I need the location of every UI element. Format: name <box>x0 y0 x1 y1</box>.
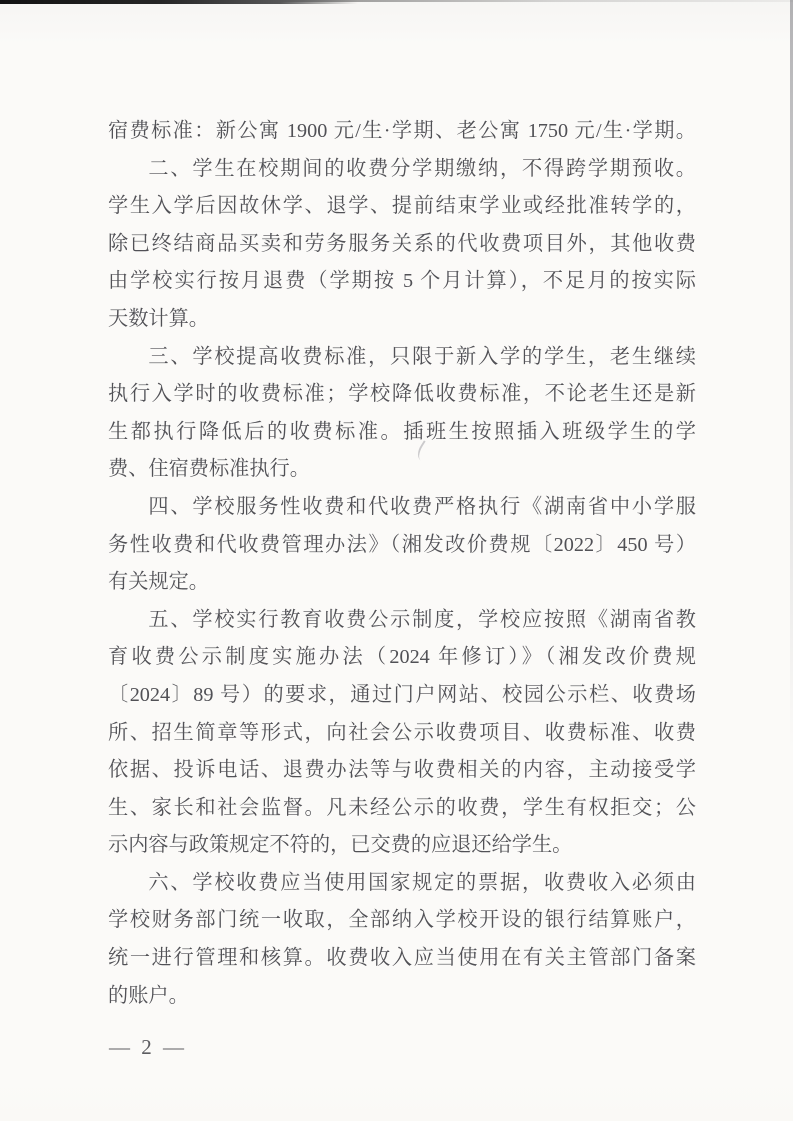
scan-edge-top-left-artifact <box>0 0 358 4</box>
text-line: 务性收费和代收费管理办法》（湘发改价费规〔2022〕450 号） <box>108 533 696 556</box>
document-text <box>108 113 696 1015</box>
text-line: 学校财务部门统一收取，全部纳入学校开设的银行结算账户， <box>108 909 696 932</box>
text-line: 所、招生简章等形式，向社会公示收费项目、收费标准、收费 <box>108 721 696 744</box>
text-line: 执行入学时的收费标准；学校降低收费标准，不论老生还是新 <box>108 383 696 406</box>
text-line: 五、学校实行教育收费公示制度，学校应按照《湖南省教 <box>148 608 696 631</box>
text-line: 生、家长和社会监督。凡未经公示的收费，学生有权拒交；公 <box>108 796 696 819</box>
text-line: 三、学校提高收费标准，只限于新入学的学生，老生继续 <box>148 345 696 368</box>
text-line: 〔2024〕89 号）的要求，通过门户网站、校园公示栏、收费场 <box>108 683 696 706</box>
text-line: 二、学生在校期间的收费分学期缴纳，不得跨学期预收。 <box>148 157 696 180</box>
text-line: 由学校实行按月退费（学期按 5 个月计算），不足月的按实际 <box>108 270 696 293</box>
text-line: 生都执行降低后的收费标准。插班生按照插入班级学生的学 <box>108 420 696 443</box>
text-line: 育收费公示制度实施办法（2024 年修订）》（湘发改价费规 <box>108 646 696 669</box>
text-line: 费、住宿费标准执行。 <box>108 458 310 481</box>
text-line: 学生入学后因故休学、退学、提前结束学业或经批准转学的， <box>108 195 696 218</box>
text-line: 统一进行管理和核算。收费收入应当使用在有关主管部门备案 <box>108 947 696 970</box>
text-line: 有关规定。 <box>108 571 209 594</box>
text-line: 四、学校服务性收费和代收费严格执行《湖南省中小学服 <box>148 495 696 518</box>
text-line: 依据、投诉电话、退费办法等与收费相关的内容，主动接受学 <box>108 759 696 782</box>
text-line: 六、学校收费应当使用国家规定的票据，收费收入必须由 <box>148 871 696 894</box>
text-line: 示内容与政策规定不符的，已交费的应退还给学生。 <box>108 834 573 857</box>
text-line: 天数计算。 <box>108 307 209 330</box>
page-number: — 2 — <box>109 1035 187 1059</box>
text-line: 宿费标准：新公寓 1900 元/生·学期、老公寓 1750 元/生·学期。 <box>108 120 696 142</box>
text-line: 除已终结商品买卖和劳务服务关系的代收费项目外，其他收费 <box>108 232 696 255</box>
text-line: 的账户。 <box>108 984 189 1007</box>
